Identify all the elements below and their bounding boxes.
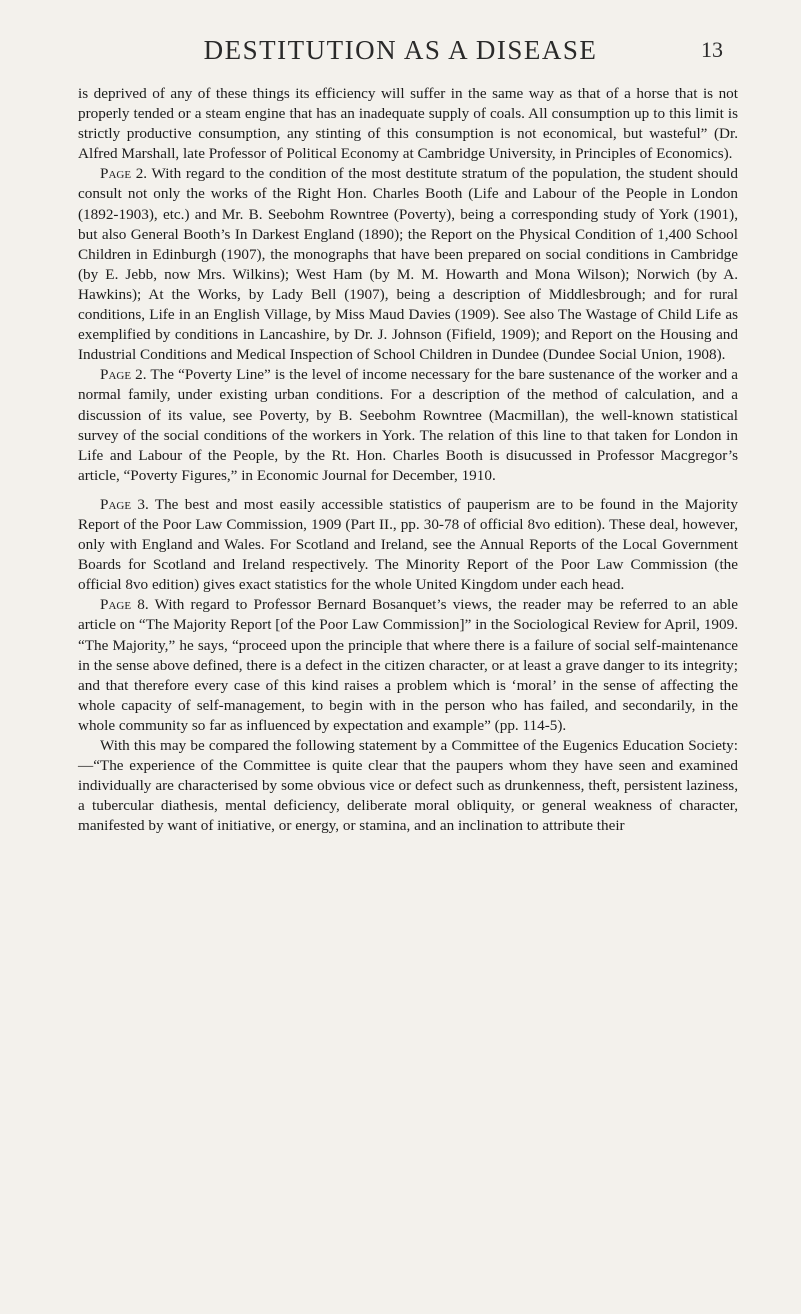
note-paragraph <box>78 495 738 595</box>
notes-body <box>78 84 738 836</box>
note-lead: Page 3. <box>100 495 149 513</box>
paragraph-continuation <box>78 84 738 164</box>
paragraph-text: With this may be compared the following statement by a Committee of the Eugenics Education Society:—“The experience of the Committee is quite clear that the paupers whom they have seen and examined individually are characterised by some obvious vice or defect such as drunkenness, theft, persistent laziness, a tubercular diathesis, mental deficiency, deliberate moral obliquity, or general weakness of character, manifested by want of initiative, or energy, or stamina, and an inclination to attribute their <box>78 737 738 835</box>
paragraph-text: The “Poverty Line” is the level of income necessary for the bare sustenance of the worker and a normal family, under existing urban conditions. For a description of the method of calculation, and a discussion of its value, see Poverty, by B. Seebohm Rowntree (Macmillan), the well-known statistical survey of the social conditions of the workers in York. The relation of this line to that taken for London in Life and Labour of the People, by the Rt. Hon. Charles Booth is disucussed in Professor Macgregor’s article, “Poverty Figures,” in Economic Journal for December, 1910. <box>78 366 739 484</box>
note-lead: Page 2. <box>100 366 147 384</box>
paragraph-text: With regard to the condition of the most destitute stratum of the population, the student should consult not only the works of the Right Hon. Charles Booth (Life and Labour of the People in London (1892-1903), etc.) and Mr. B. Seebohm Rowntree (Poverty), being a corresponding study of York (1901), but also General Booth’s In Darkest England (1890); the Report on the Physical Condition of 1,400 School Children in Edinburgh (1907), the monographs that have been prepared on social conditions in Cambridge (by E. Jebb, now Mrs. Wilkins); West Ham (by M. M. Howarth and Mona Wilson); Norwich (by A. Hawkins); At the Works, by Lady Bell (1907), being a description of Middlesbrough; and for rural conditions, Life in an English Village, by Miss Maud Davies (1909). See also The Wastage of Child Life as exemplified by conditions in Lancashire, by Dr. J. Johnson (Fifield, 1909); and Report on the Housing and Industrial Conditions and Medical Inspection of School Children in Dundee (Dundee Social Union, 1908). <box>78 165 738 364</box>
paragraph-text: The best and most easily accessible statistics of pauperism are to be found in the Majority Report of the Poor Law Commission, 1909 (Part II., pp. 30-78 of official 8vo edition). These deal, however, only with England and Wales. For Scotland and Ireland, see the Annual Reports of the Local Government Boards for Scotland and Ireland respectively. The Minority Report of the Poor Law Commission (the official 8vo edition) gives exact statistics for the whole United Kingdom under each head. <box>78 495 738 594</box>
page-title: DESTITUTION AS A DISEASE <box>203 35 598 65</box>
note-paragraph <box>78 365 738 486</box>
note-paragraph <box>78 595 738 736</box>
note-paragraph <box>78 164 738 365</box>
note-lead: Page 2. <box>100 165 148 183</box>
paragraph-text: With regard to Professor Bernard Bosanquet’s views, the reader may be referred to an able article on “The Majority Report [of the Poor Law Commission]” in the Sociological Review for April, 1909. “The Majority,” he says, “proceed upon the principle that where there is a failure of social self-maintenance in the sense above defined, there is a defect in the citizen character, or at least a grave danger to its integrity; and that therefore every case of this kind raises a problem which is ‘moral’ in the sense of affecting the whole capacity of self-management, to begin with in the person who has failed, and secondarily, in the whole community so far as influenced by expectation and example” (pp. 114-5). <box>78 596 738 734</box>
running-head <box>0 30 801 70</box>
paragraph-continuation <box>78 736 738 836</box>
paragraph-text: is deprived of any of these things its efficiency will suffer in the same way as that of a horse that is not properly tended or a steam engine that has an inadequate supply of coals. All consumption up to this limit is strictly productive consumption, any stinting of this consumption is not economical, but wasteful” (Dr. Alfred Marshall, late Professor of Political Economy at Cambridge University, in Principles of Economics). <box>78 85 738 163</box>
note-lead: Page 8. <box>100 596 149 614</box>
page-number: 13 <box>701 37 723 62</box>
